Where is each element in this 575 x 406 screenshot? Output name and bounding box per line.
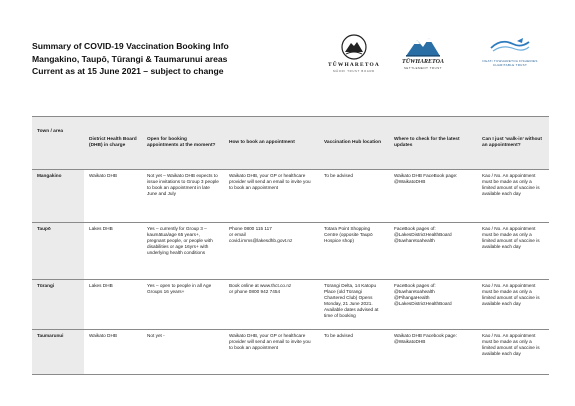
updates-cell: FaceBook pages of: @tuwharetoahealth @PihangaHealth @LakesDistrictHealthBoard xyxy=(389,280,477,330)
how-cell: Waikato DHB, your GP or healthcare provider will send an email to invite you to book an appointment xyxy=(224,170,319,223)
header-walk-in: Can I just ‘walk-in’ without an appointment? xyxy=(477,117,549,170)
table-row xyxy=(32,280,549,330)
hub-cell: To be advised xyxy=(319,170,389,223)
logo1-wordmark: TŪWHARETOA xyxy=(327,62,381,68)
header-updates: Where to check for the latest updates xyxy=(389,117,477,170)
table-row xyxy=(32,223,549,280)
how-cell: Book online at www.thct.co.nz or phone 0800 942 7454 xyxy=(224,280,319,330)
mountain-emblem-icon xyxy=(340,34,368,60)
town-cell: Taupō xyxy=(32,223,84,280)
dhb-cell: Lakes DHB xyxy=(84,280,142,330)
open-cell: Not yet - xyxy=(142,330,224,375)
logo1-subtitle: MĀORI TRUST BOARD xyxy=(333,69,375,73)
header-open: Open for booking appointments at the moment? xyxy=(142,117,224,170)
header-how-to-book: How to book an appointment xyxy=(224,117,319,170)
vaccination-info-table xyxy=(32,116,549,375)
open-cell: Yes – currently for Group 3 – kaumātua/age 65 years+, pregnant people, or people with disabilities or age 16yrs+ with underlying health conditions xyxy=(142,223,224,280)
open-cell: Yes – open to people in all Age Groups 16 years+ xyxy=(142,280,224,330)
walkin-cell: Kao / No. An appointment must be made as only a limited amount of vaccine is available each day xyxy=(477,280,549,330)
fisheries-charitable-trust-logo xyxy=(474,34,546,67)
walkin-cell: Kao / No. An appointment must be made as only a limited amount of vaccine is available each day xyxy=(477,170,549,223)
walkin-cell: Kao / No. An appointment must be made as only a limited amount of vaccine is available each day xyxy=(477,330,549,375)
dhb-cell: Waikato DHB xyxy=(84,330,142,375)
header-hub-location: Vaccination Hub location xyxy=(319,117,389,170)
title-line-1: Summary of COVID-19 Vaccination Booking Info xyxy=(32,41,229,51)
open-cell: Not yet – Waikato DHB expects to issue invitations to Group 3 people to book an appointment in late June and July xyxy=(142,170,224,223)
logo3-wordmark: NGATI TUWHARETOA FISHERIES CHARITABLE TRUST xyxy=(482,59,538,67)
how-cell: Phone 0800 115 117 or email covid.imms@lakesdhb.govt.nz xyxy=(224,223,319,280)
header-dhb: District Health Board (DHB) in charge xyxy=(84,117,142,170)
mountain-peaks-icon xyxy=(403,34,443,58)
updates-cell: Waikato DHB FaceBook page: @WaikatoDHB xyxy=(389,170,477,223)
dhb-cell: Waikato DHB xyxy=(84,170,142,223)
table-row xyxy=(32,170,549,223)
dhb-cell: Lakes DHB xyxy=(84,223,142,280)
updates-cell: FaceBook pages of: @LakesDistrictHealthBoard @tuwharetoahealth xyxy=(389,223,477,280)
hub-cell: Totara Point Shopping Centre (opposite Taupō Hospice shop) xyxy=(319,223,389,280)
tuwharetoa-maori-trust-board-logo xyxy=(327,34,381,73)
hub-cell: Tūrangi Delta, 14 Katopu Place (old Tūrangi Chartered Club) Opens Monday, 21 June 2021. Available dates advised at time of booking xyxy=(319,280,389,330)
table-header-row xyxy=(32,117,549,170)
logo-strip xyxy=(0,34,575,84)
hub-cell: To be advised xyxy=(319,330,389,375)
updates-cell: Waikato DHB Facebook page: @WaikatoDHB xyxy=(389,330,477,375)
how-cell: Waikato DHB, your GP or healthcare provider will send an email to invite you to book an appointment xyxy=(224,330,319,375)
town-cell: Taumarunui xyxy=(32,330,84,375)
header-town: Town / area xyxy=(32,117,84,170)
title-line-3: Current as at 15 June 2021 – subject to change xyxy=(32,66,224,77)
town-cell: Tūrangi xyxy=(32,280,84,330)
logo2-wordmark: TŪWHARETOA xyxy=(402,59,444,65)
title-line-2: Mangakino, Taupō, Tūrangi & Taumarunui areas xyxy=(32,53,228,64)
fish-wave-icon xyxy=(487,34,533,58)
table-row xyxy=(32,330,549,375)
tuwharetoa-settlement-trust-logo xyxy=(398,34,448,70)
walkin-cell: Kao / No. An appointment must be made as only a limited amount of vaccine is available each day xyxy=(477,223,549,280)
logo2-subtitle: SETTLEMENT TRUST xyxy=(403,66,443,70)
town-cell: Mangakino xyxy=(32,170,84,223)
